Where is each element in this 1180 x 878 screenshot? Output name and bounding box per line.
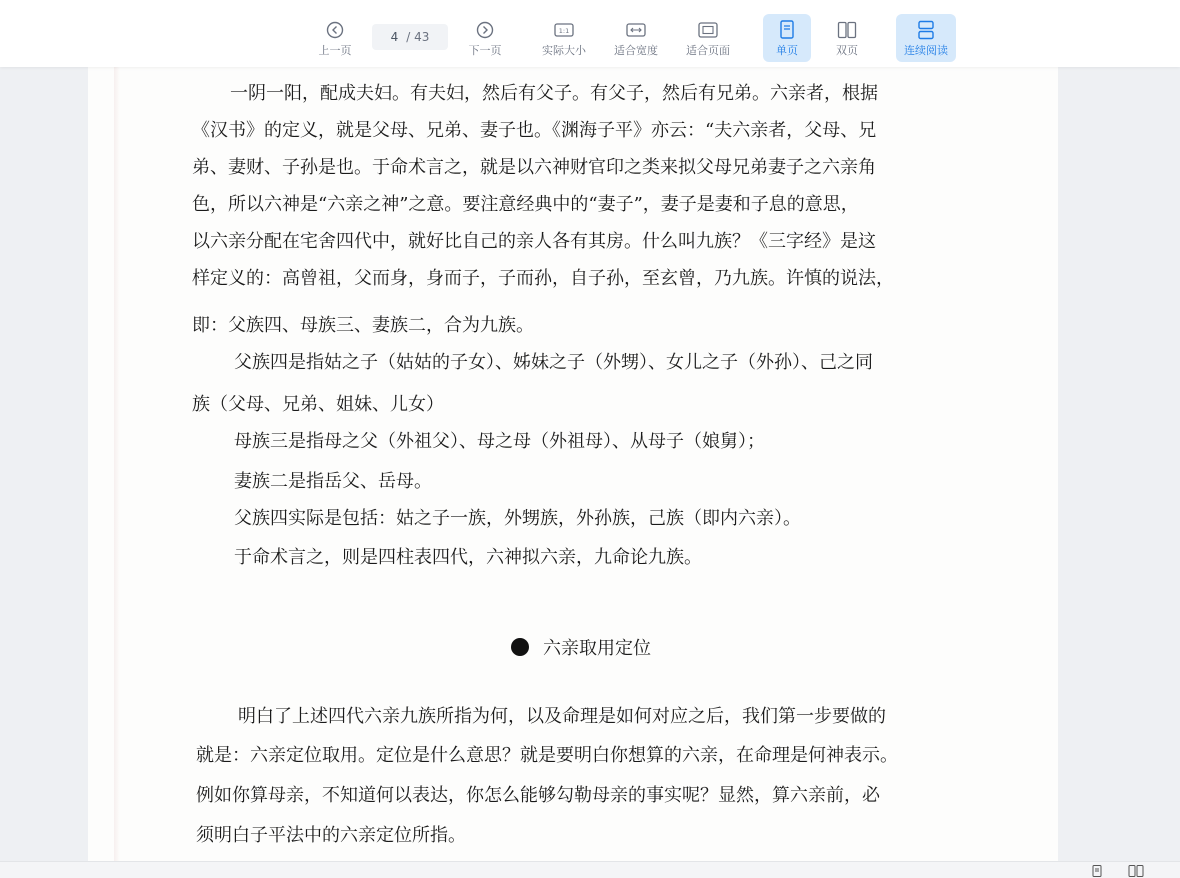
document-viewport[interactable]: [0, 67, 1180, 861]
continuous-reading-label: 连续阅读: [904, 44, 948, 57]
paragraph-line: 须明白子平法中的六亲定位所指。: [196, 825, 466, 846]
page-scan-edge: [114, 67, 120, 861]
actual-size-label: 实际大小: [542, 44, 586, 57]
paragraph-line: 样定义的：高曾祖，父而身，身而子，子而孙，自子孙，至玄曾，乃九族。许慎的说法，: [192, 268, 894, 289]
fit-width-icon: [625, 19, 647, 41]
single-page-status-icon[interactable]: [1089, 865, 1105, 877]
next-page-label: 下一页: [468, 44, 502, 57]
section-heading-text: 六亲取用定位: [543, 638, 651, 659]
page-number-input[interactable]: [372, 24, 448, 50]
prev-page-button[interactable]: [312, 14, 358, 62]
double-page-icon: [836, 19, 858, 41]
single-page-label: 单页: [776, 44, 798, 57]
current-page-number: 4: [390, 30, 399, 44]
one-to-one-icon: [553, 19, 575, 41]
double-page-label: 双页: [836, 44, 858, 57]
double-page-button[interactable]: [823, 14, 871, 62]
continuous-reading-button[interactable]: [896, 14, 956, 62]
svg-text:1:1: 1:1: [558, 27, 570, 35]
paragraph-line: 于命术言之，则是四柱表四代，六神拟六亲，九命论九族。: [234, 547, 702, 568]
paragraph-line: 即：父族四、母族三、妻族二，合为九族。: [192, 315, 534, 336]
fit-page-label: 适合页面: [686, 44, 730, 57]
paragraph-line: 父族四实际是包括：姑之子一族，外甥族，外孙族，己族（即内六亲）。: [234, 508, 801, 529]
single-page-button[interactable]: [763, 14, 811, 62]
circle-right-arrow-icon: [474, 19, 496, 41]
fit-page-icon: [697, 19, 719, 41]
circle-left-arrow-icon: [324, 19, 346, 41]
single-page-icon: [776, 19, 798, 41]
paragraph-line: 例如你算母亲，不知道何以表达，你怎么能够勾勒母亲的事实呢？显然，算六亲前，必: [196, 785, 880, 806]
section-heading: [511, 634, 651, 660]
prev-page-label: 上一页: [318, 44, 352, 57]
paragraph-line: 《汉书》的定义，就是父母、兄弟、妻子也。《渊海子平》亦云：“夫六亲者，父母、兄: [192, 120, 877, 141]
document-page: [88, 67, 1058, 861]
next-page-button[interactable]: [462, 14, 508, 62]
bullet-dot-icon: [511, 638, 529, 656]
paragraph-line: 明白了上述四代六亲九族所指为何，以及命理是如何对应之后，我们第一步要做的: [238, 706, 886, 727]
viewer-toolbar: [0, 0, 1180, 67]
paragraph-line: 妻族二是指岳父、岳母。: [234, 471, 432, 492]
paragraph-line: 弟、妻财、子孙是也。于命术言之，就是以六神财官印之类来拟父母兄弟妻子之六亲角: [192, 157, 876, 178]
paragraph-line: 以六亲分配在宅舍四代中，就好比自己的亲人各有其房。什么叫九族？《三字经》是这: [192, 231, 876, 252]
paragraph-line: 母族三是指母之父（外祖父）、母之母（外祖母）、从母子（娘舅）；: [234, 431, 765, 452]
paragraph-line: 一阴一阳，配成夫妇。有夫妇，然后有父子。有父子，然后有兄弟。六亲者，根据: [230, 83, 878, 104]
continuous-scroll-icon: [915, 19, 937, 41]
fit-width-button[interactable]: [608, 14, 664, 62]
actual-size-button[interactable]: [536, 14, 592, 62]
paragraph-line: 就是：六亲定位取用。定位是什么意思？就是要明白你想算的六亲，在命理是何神表示。: [196, 745, 898, 766]
fit-page-button[interactable]: [680, 14, 736, 62]
double-page-status-icon[interactable]: [1128, 865, 1144, 877]
paragraph-line: 族（父母、兄弟、姐妹、儿女）: [192, 394, 444, 415]
fit-width-label: 适合宽度: [614, 44, 658, 57]
paragraph-line: 色，所以六神是“六亲之神”之意。要注意经典中的“妻子”，妻子是妻和子息的意思，: [192, 194, 859, 215]
status-bar: [0, 861, 1180, 878]
total-pages: / 43: [406, 30, 430, 44]
paragraph-line: 父族四是指姑之子（姑姑的子女）、姊妹之子（外甥）、女儿之子（外孙）、己之同: [234, 352, 873, 373]
